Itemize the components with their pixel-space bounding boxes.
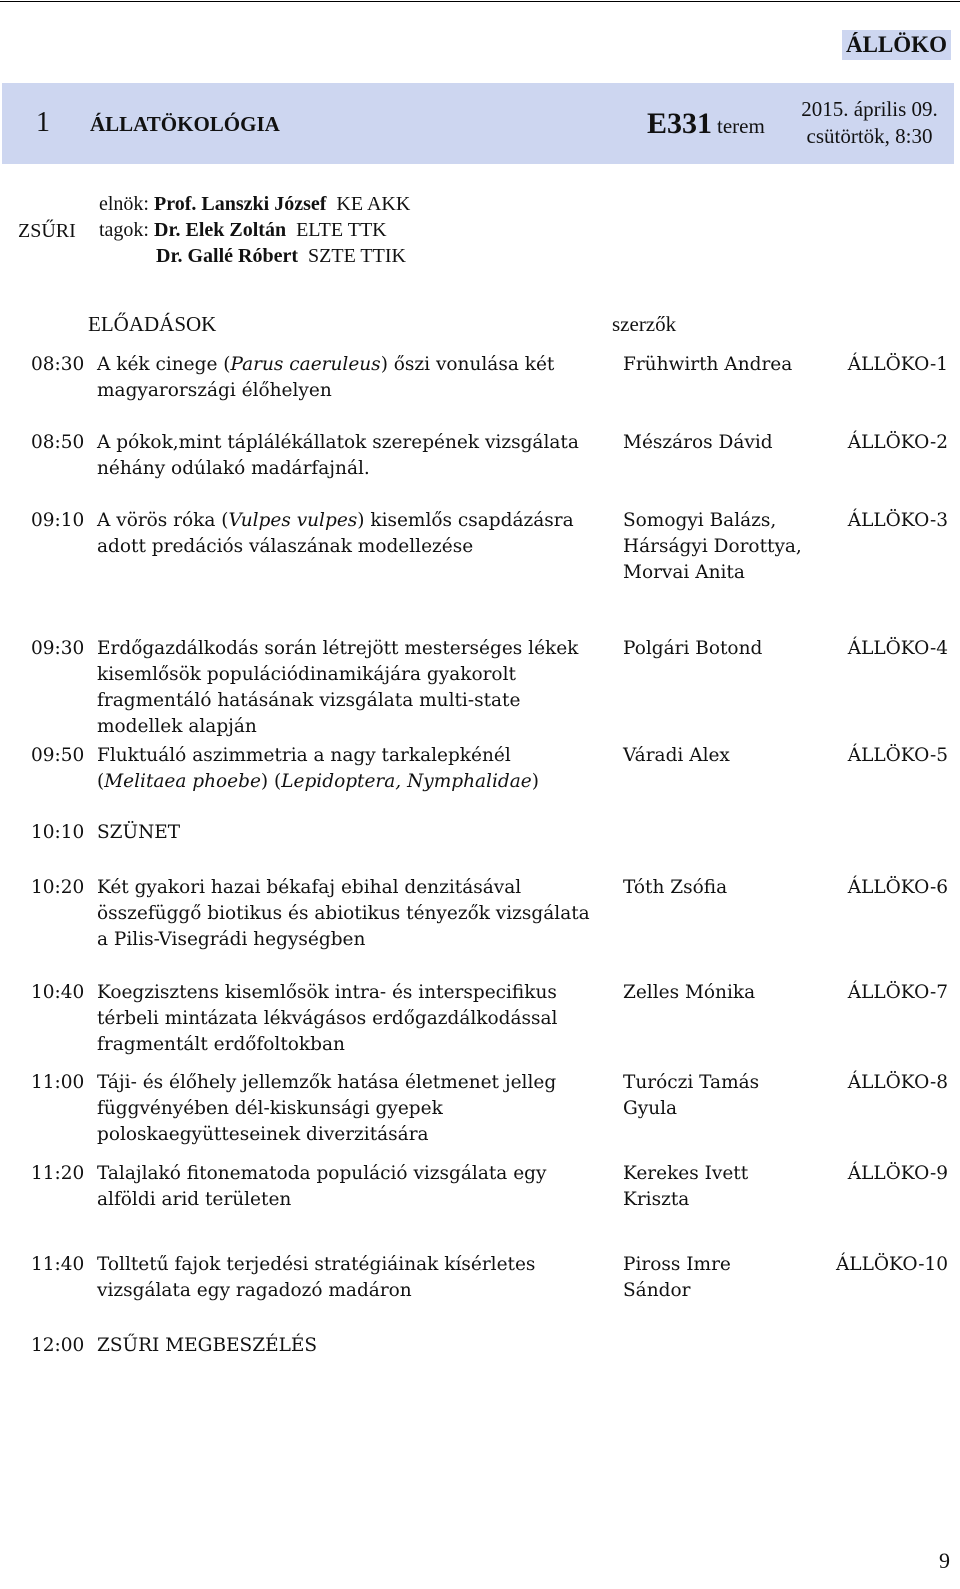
jury-member-2: [156, 245, 406, 268]
chair-institution: KE AKK: [336, 193, 411, 215]
talk-code: ÁLLÖKO-2: [847, 432, 948, 453]
section-badge: ÁLLÖKO: [842, 30, 951, 60]
talk-time: 08:30: [31, 354, 85, 375]
talk-title: Táji- és élőhely jellemzők hatása életmenet jelleg függvényében dél-kiskunsági gyepek poloskaegyütteseinek diverzitására: [97, 1072, 557, 1145]
talk-author: Mészáros Dávid: [623, 432, 773, 453]
talk-title: Talajlakó fitonematoda populáció vizsgálata egy alföldi arid területen: [97, 1163, 547, 1210]
jury-chair: [99, 193, 410, 216]
talk-title: ZSŰRI MEGBESZÉLÉS: [97, 1335, 318, 1356]
talk-time: 10:40: [31, 982, 85, 1003]
talk-code: ÁLLÖKO-5: [847, 745, 948, 766]
talk-title: Tolltetű fajok terjedési stratégiáinak kísérletes vizsgálata egy ragadozó madáron: [97, 1254, 536, 1301]
day-time-line: csütörtök, 8:30: [806, 124, 933, 148]
session-number: 1: [36, 107, 50, 138]
members-prefix: tagok:: [99, 219, 149, 241]
talk-title: Fluktuáló aszimmetria a nagy tarkalepkénél (Melitaea phoebe) (Lepidoptera, Nymphalidae): [97, 745, 539, 792]
talk-code: ÁLLÖKO-7: [847, 982, 948, 1003]
session-title: ÁLLATÖKOLÓGIA: [90, 112, 280, 136]
talk-author: Frühwirth Andrea: [623, 354, 793, 375]
talk-author: Kerekes Ivett Kriszta: [623, 1163, 749, 1210]
talk-author: Polgári Botond: [623, 638, 763, 659]
member-name: Dr. Gallé Róbert: [156, 245, 299, 267]
talk-author: Tóth Zsófia: [623, 877, 728, 898]
talk-title: Erdőgazdálkodás során létrejött mesterséges lékek kisemlősök populációdinamikájára gyakorolt fragmentáló hatásának vizsgálata multi-state modellek alapján: [97, 638, 579, 737]
talk-code: ÁLLÖKO-6: [847, 877, 948, 898]
chair-prefix: elnök:: [99, 193, 149, 215]
talk-title: Koegzisztens kisemlősök intra- és interspecifikus térbeli mintázata lékvágásos erdőgazdálkodással fragmentált erdőfoltokban: [97, 982, 558, 1055]
top-rule: [0, 1, 960, 2]
talk-title: A kék cinege (Parus caeruleus) őszi vonulása két magyarországi élőhelyen: [97, 354, 555, 401]
chair-name: Prof. Lanszki József: [154, 193, 327, 215]
talk-time: 09:30: [31, 638, 85, 659]
talk-code: ÁLLÖKO-3: [847, 510, 948, 531]
talk-author: Váradi Alex: [623, 745, 730, 766]
talk-author: Piross Imre Sándor: [623, 1254, 731, 1301]
session-date: [792, 96, 947, 150]
member-institution: SZTE TTIK: [308, 245, 406, 267]
talk-time: 11:40: [31, 1254, 85, 1275]
session-header: [2, 83, 954, 164]
talk-time: 12:00: [31, 1335, 85, 1356]
talk-code: ÁLLÖKO-9: [847, 1163, 948, 1184]
talk-time: 08:50: [31, 432, 85, 453]
page-number: 9: [939, 1548, 950, 1573]
jury-label: ZSŰRI: [18, 220, 76, 242]
room-code: E331: [647, 107, 713, 140]
talk-author: Turóczi Tamás Gyula: [623, 1072, 760, 1119]
talk-time: 09:10: [31, 510, 85, 531]
talk-title: A vörös róka (Vulpes vulpes) kisemlős csapdázásra adott predációs válaszának modellezése: [97, 510, 574, 557]
talk-time: 09:50: [31, 745, 85, 766]
talk-title: Két gyakori hazai békafaj ebihal denzitásával összefüggő biotikus és abiotikus tényezők vizsgálata a Pilis-Visegrádi hegységben: [97, 877, 590, 950]
talk-time: 11:20: [31, 1163, 85, 1184]
talk-author: Somogyi Balázs, Hárságyi Dorottya, Morvai Anita: [623, 510, 802, 583]
talk-title: A pókok,mint táplálékállatok szerepének vizsgálata néhány odúlakó madárfajnál.: [97, 432, 579, 479]
talk-time: 11:00: [31, 1072, 85, 1093]
talk-title: SZÜNET: [97, 822, 181, 843]
authors-header: szerzők: [612, 312, 677, 336]
talk-code: ÁLLÖKO-8: [847, 1072, 948, 1093]
talks-header: ELŐADÁSOK: [88, 312, 217, 336]
talk-time: 10:20: [31, 877, 85, 898]
date-line: 2015. április 09.: [801, 97, 938, 121]
talk-code: ÁLLÖKO-4: [847, 638, 948, 659]
talk-author: Zelles Mónika: [623, 982, 756, 1003]
talk-code: ÁLLÖKO-1: [847, 354, 948, 375]
talk-code: ÁLLÖKO-10: [835, 1254, 948, 1275]
jury-member-1: [99, 219, 387, 242]
member-name: Dr. Elek Zoltán: [154, 219, 287, 241]
member-institution: ELTE TTK: [296, 219, 387, 241]
talk-time: 10:10: [31, 822, 85, 843]
room-word: terem: [717, 114, 765, 138]
